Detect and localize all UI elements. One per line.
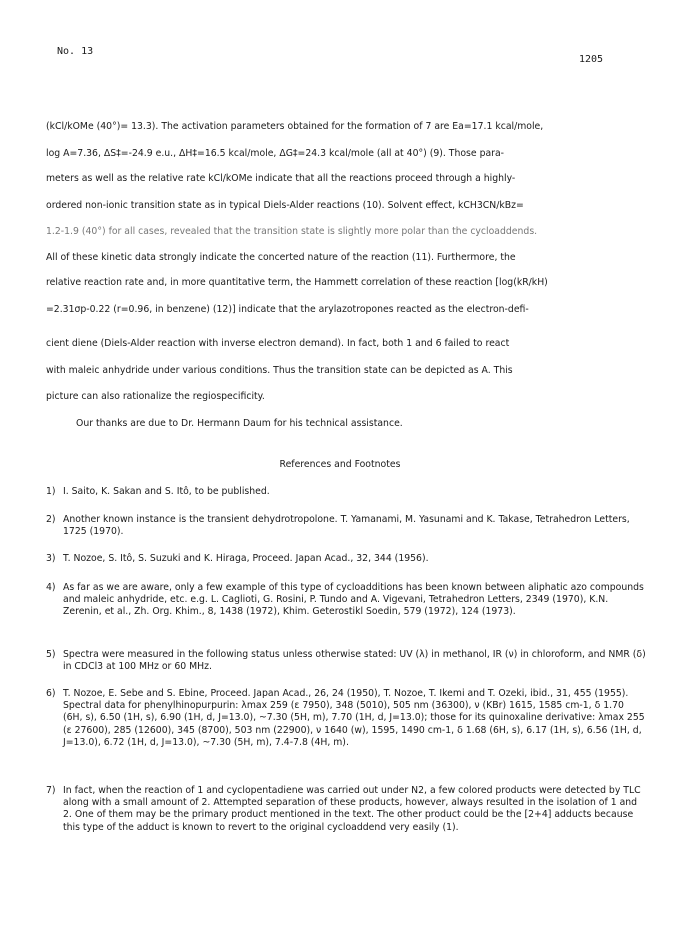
body-line: with maleic anhydride under various conditions. Thus the transition state can be depicted as A. This [46, 365, 513, 376]
reference-item [46, 514, 646, 538]
body-line: log A=7.36, ΔS‡=-24.9 e.u., ΔH‡=16.5 kcal/mole, ΔG‡=24.3 kcal/mole (all at 40°) (9). Those para- [46, 148, 505, 159]
reference-number: 4) [46, 582, 56, 593]
acknowledgement: Our thanks are due to Dr. Hermann Daum for his technical assistance. [76, 418, 403, 429]
reference-number: 3) [46, 553, 56, 564]
references-heading: References and Footnotes [279, 459, 401, 470]
reference-text: In fact, when the reaction of 1 and cyclopentadiene was carried out under N2, a few colored products were detected by TLC along with a small amount of 2. Attempted separation of these products, however, always resulted in the isolation of 1 and 2. One of them may be the primary product mentioned in the text. The other product could be the [2+4] adducts because this type of the adduct is known to revert to the original cycloaddend very easily (1). [63, 785, 641, 833]
reference-text: Spectra were measured in the following status unless otherwise stated: UV (λ) in methanol, IR (ν) in chloroform, and NMR (δ) in CDCl3 at 100 MHz or 60 MHz. [63, 649, 646, 673]
reference-item [46, 688, 646, 749]
body-line: meters as well as the relative rate kCl/kOMe indicate that all the reactions proceed through a highly- [46, 173, 516, 184]
body-line: picture can also rationalize the regiospecificity. [46, 391, 265, 402]
body-line: 1.2-1.9 (40°) for all cases, revealed that the transition state is slightly more polar than the cycloaddends. [46, 226, 538, 237]
page-number: 1205 [579, 54, 604, 65]
body-line: (kCl/kOMe (40°)= 13.3). The activation parameters obtained for the formation of 7 are Ea=17.1 kcal/mole, [46, 121, 544, 132]
reference-number: 2) [46, 514, 56, 525]
body-line: =2.31σp-0.22 (r=0.96, in benzene) (12)] indicate that the arylazotropones reacted as the electron-defi- [46, 304, 529, 315]
reference-item [46, 785, 646, 834]
body-line: All of these kinetic data strongly indicate the concerted nature of the reaction (11). Furthermore, the [46, 252, 516, 263]
body-line: cient diene (Diels-Alder reaction with inverse electron demand). In fact, both 1 and 6 failed to react [46, 338, 510, 349]
reference-number: 6) [46, 688, 56, 699]
reference-text: T. Nozoe, E. Sebe and S. Ebine, Proceed. Japan Acad., 26, 24 (1950), T. Nozoe, T. Ikemi and T. Ozeki, ibid., 31, 455 (1955). Spectral data for phenylhinopurpurin: λmax 259 (ε 7950), 348 (5010), 505 nm (36300), ν (KBr) 1615, 1585 cm-1, δ 1.70 (6H, s), 6.50 (1H, s), 6.90 (1H, d, J=13.0), ~7.30 (5H, m), 7.70 (1H, d, J=13.0); those for its quinoxaline derivative: λmax 255 (ε 27600), 285 (12600), 345 (8700), 503 nm (22900), ν 1640 (w), 1595, 1490 cm-1, δ 1.68 (6H, s), 6.17 (1H, s), 6.56 (1H, d, J=13.0), 6.72 (1H, d, J=13.0), ~7.30 (5H, m), 7.4-7.8 (4H, m). [63, 688, 645, 748]
reference-number: 7) [46, 785, 56, 796]
reference-text: T. Nozoe, S. Itô, S. Suzuki and K. Hiraga, Proceed. Japan Acad., 32, 344 (1956). [63, 553, 429, 564]
body-line: relative reaction rate and, in more quantitative term, the Hammett correlation of these reaction [log(kR/kH) [46, 277, 548, 288]
reference-number: 5) [46, 649, 56, 660]
reference-number: 1) [46, 486, 56, 497]
reference-item [46, 553, 646, 565]
reference-item [46, 582, 646, 619]
journal-number: No. 13 [57, 46, 94, 57]
reference-text: Another known instance is the transient dehydrotropolone. T. Yamanami, M. Yasunami and K. Takase, Tetrahedron Letters, 1725 (1970). [63, 514, 630, 538]
reference-text: As far as we are aware, only a few example of this type of cycloadditions has been known between aliphatic azo compounds and maleic anhydride, etc. e.g. L. Caglioti, G. Rosini, P. Tundo and A. Vigevani, Tetrahedron Letters, 2349 (1970), K.N. Zerenin, et al., Zh. Org. Khim., 8, 1438 (1972), Khim. Geterostikl Soedin, 579 (1972), 124 (1973). [63, 582, 644, 618]
reference-item [46, 486, 646, 498]
reference-item [46, 649, 646, 673]
body-line: ordered non-ionic transition state as in typical Diels-Alder reactions (10). Solvent effect, kCH3CN/kBz= [46, 200, 524, 211]
reference-text: I. Saito, K. Sakan and S. Itô, to be published. [63, 486, 270, 497]
